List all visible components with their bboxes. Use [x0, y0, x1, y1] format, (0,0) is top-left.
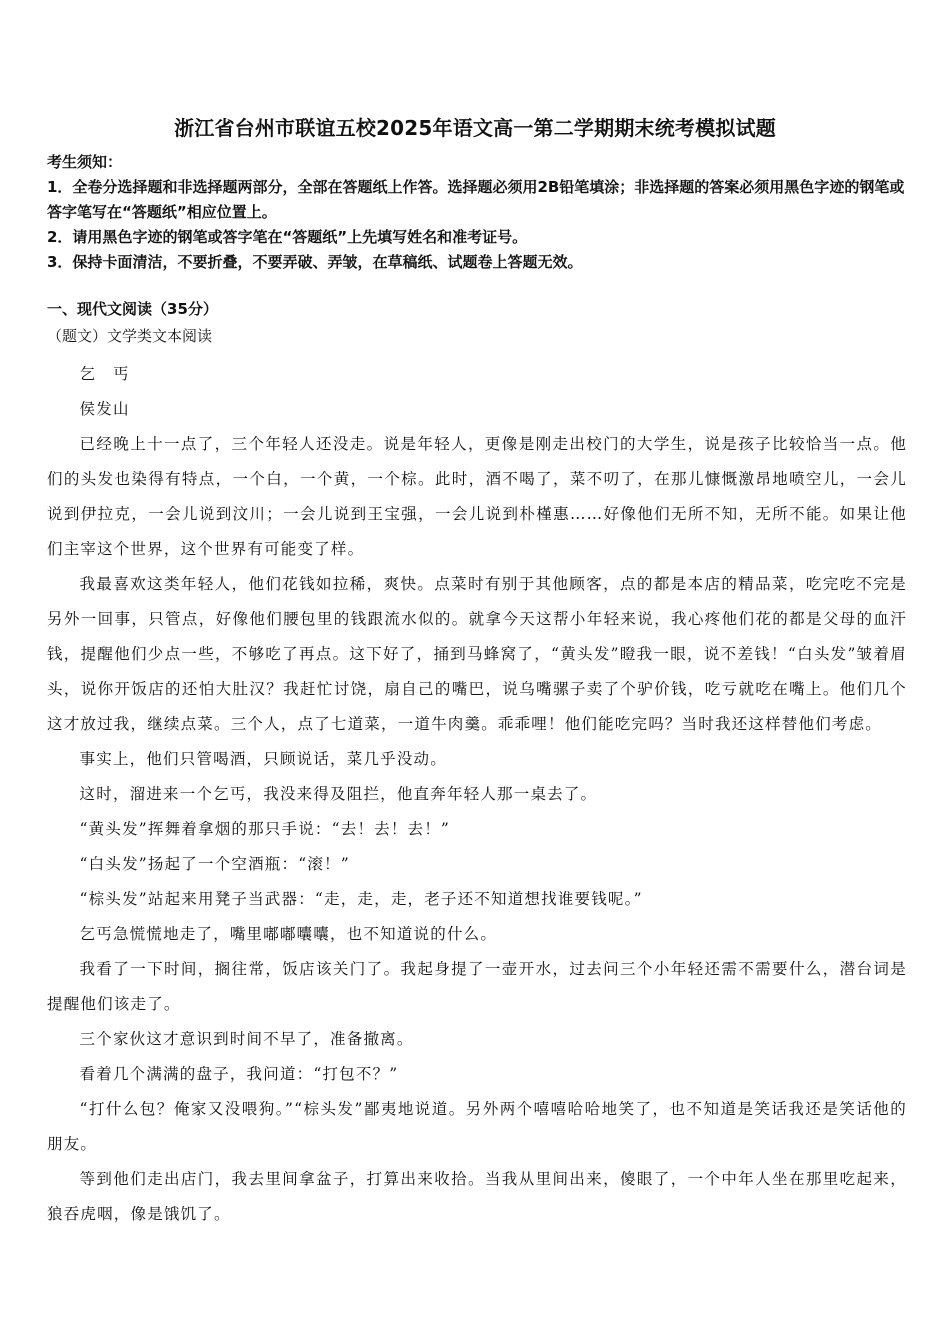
- notice-item: 2．请用黑色字迹的钢笔或答字笔在“答题纸”上先填写姓名和准考证号。: [47, 228, 528, 246]
- article: [47, 357, 907, 1232]
- exam-title: 浙江省台州市联谊五校2025年语文高一第二学期期末统考模拟试题: [174, 116, 776, 140]
- article-title: 乞 丐: [79, 365, 130, 383]
- paragraph: 事实上，他们只管喝酒，只顾说话，菜几乎没动。: [79, 750, 447, 768]
- notice-item: 1．全卷分选择题和非选择题两部分，全部在答题纸上作答。选择题必须用2B铅笔填涂；非选择题的答案必须用黑色字迹的钢笔或答字笔写在“答题纸”相应位置上。: [47, 178, 905, 221]
- paragraph: 看着几个满满的盘子，我问道：“打包不？”: [79, 1065, 399, 1083]
- section-subheading: （题文）文学类文本阅读: [47, 327, 213, 345]
- paragraph: 三个家伙这才意识到时间不早了，准备撤离。: [79, 1030, 414, 1048]
- paragraph: “黄头发”挥舞着拿烟的那只手说：“去！去！去！”: [79, 820, 451, 838]
- paragraph: 已经晚上十一点了，三个年轻人还没走。说是年轻人，更像是刚走出校门的大学生，说是孩子比较恰当一点。他们的头发也染得有特点，一个白，一个黄，一个棕。此时，酒不喝了，菜不叨了，在那儿慷慨激昂地喷空儿，一会儿说到伊拉克，一会儿说到汶川；一会儿说到王宝强，一会儿说到朴槿惠……好像他们无所不知，无所不能。如果让他们主宰这个世界，这个世界有可能变了样。: [47, 435, 907, 558]
- paragraph: “白头发”扬起了一个空酒瓶：“滚！”: [79, 855, 350, 873]
- paragraph: 我最喜欢这类年轻人，他们花钱如拉稀，爽快。点菜时有别于其他顾客，点的都是本店的精品菜，吃完吃不完是另外一回事，只管点，好像他们腰包里的钱跟流水似的。就拿今天这帮小年轻来说，我心疼他们花的都是父母的血汗钱，提醒他们少点一些，不够吃了再点。这下好了，捅到马蜂窝了，“黄头发”瞪我一眼，说不差钱！“白头发”皱着眉头，说你开饭店的还怕大肚汉？我赶忙讨饶，扇自己的嘴巴，说乌嘴骡子卖了个驴价钱，吃亏就吃在嘴上。他们几个这才放过我，继续点菜。三个人，点了七道菜，一道牛肉羹。乖乖哩！他们能吃完吗？当时我还这样替他们考虑。: [47, 575, 907, 733]
- paragraph: 乞丐急慌慌地走了，嘴里嘟嘟囔囔，也不知道说的什么。: [79, 925, 498, 943]
- paragraph: “棕头发”站起来用凳子当武器：“走，走，走，老子还不知道想找谁要钱呢。”: [79, 890, 643, 908]
- article-author: 侯发山: [79, 400, 130, 418]
- paragraph: 等到他们走出店门，我去里间拿盆子，打算出来收拾。当我从里间出来，傻眼了，一个中年人坐在那里吃起来，狼吞虎咽，像是饿饥了。: [47, 1170, 907, 1223]
- section-heading: 一、现代文阅读（35分）: [47, 300, 218, 318]
- paragraph: 这时，溜进来一个乞丐，我没来得及阻拦，他直奔年轻人那一桌去了。: [79, 785, 598, 803]
- paragraph: “打什么包？俺家又没喂狗。”“棕头发”鄙夷地说道。另外两个嘻嘻哈哈地笑了，也不知道是笑话我还是笑话他的朋友。: [47, 1100, 907, 1153]
- notice-item: 3．保持卡面清洁，不要折叠，不要弄破、弄皱，在草稿纸、试题卷上答题无效。: [47, 253, 583, 271]
- paragraph: 我看了一下时间，搁往常，饭店该关门了。我起身提了一壶开水，过去问三个小年轻还需不需要什么，潜台词是提醒他们该走了。: [47, 960, 907, 1013]
- exam-notice: [47, 150, 907, 275]
- notice-heading: 考生须知：: [47, 153, 123, 171]
